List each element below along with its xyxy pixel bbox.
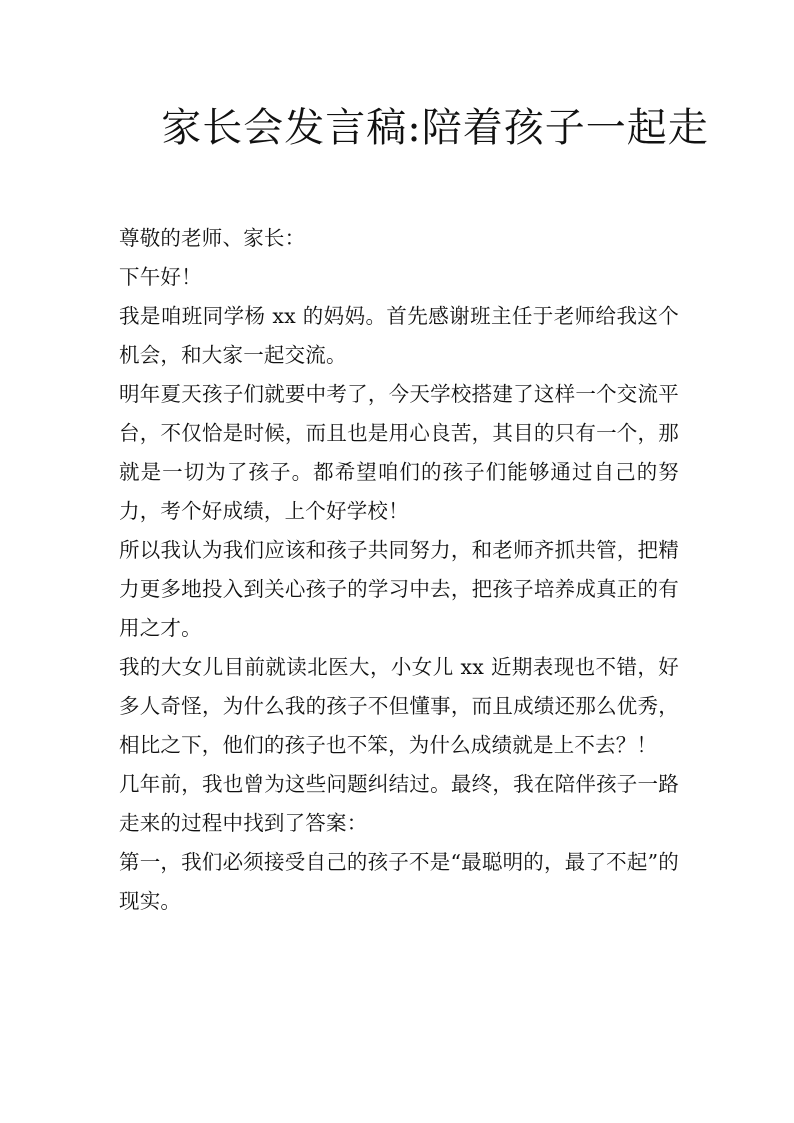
paragraph-daughters: 我的大女儿目前就读北医大，小女儿 xx 近期表现也不错，好多人奇怪，为什么我的孩子不但懂事，而且成绩还那么优秀，相比之下，他们的孩子也不笨，为什么成绩就是上不去？！ (119, 655, 679, 757)
document-body (119, 219, 679, 921)
document-title: 家长会发言稿:陪着孩子一起走 (161, 105, 709, 151)
paragraph-intro: 我是咱班同学杨 xx 的妈妈。首先感谢班主任于老师给我这个机会，和大家一起交流。 (119, 304, 679, 367)
paragraph-cooperation: 所以我认为我们应该和孩子共同努力，和老师齐抓共管，把精力更多地投入到关心孩子的学习中去，把孩子培养成真正的有用之才。 (119, 538, 679, 640)
greeting: 下午好！ (119, 265, 202, 289)
paragraph-first-point: 第一，我们必须接受自己的孩子不是“最聪明的，最了不起”的现实。 (119, 850, 679, 913)
paragraph-exam: 明年夏天孩子们就要中考了，今天学校搭建了这样一个交流平台，不仅恰是时候，而且也是用心良苦，其目的只有一个，那就是一切为了孩子。都希望咱们的孩子们能够通过自己的努力，考个好成绩，上个好学校！ (119, 382, 679, 523)
salutation: 尊敬的老师、家长： (119, 226, 306, 250)
paragraph-answer: 几年前，我也曾为这些问题纠结过。最终，我在陪伴孩子一路走来的过程中找到了答案： (119, 772, 679, 835)
